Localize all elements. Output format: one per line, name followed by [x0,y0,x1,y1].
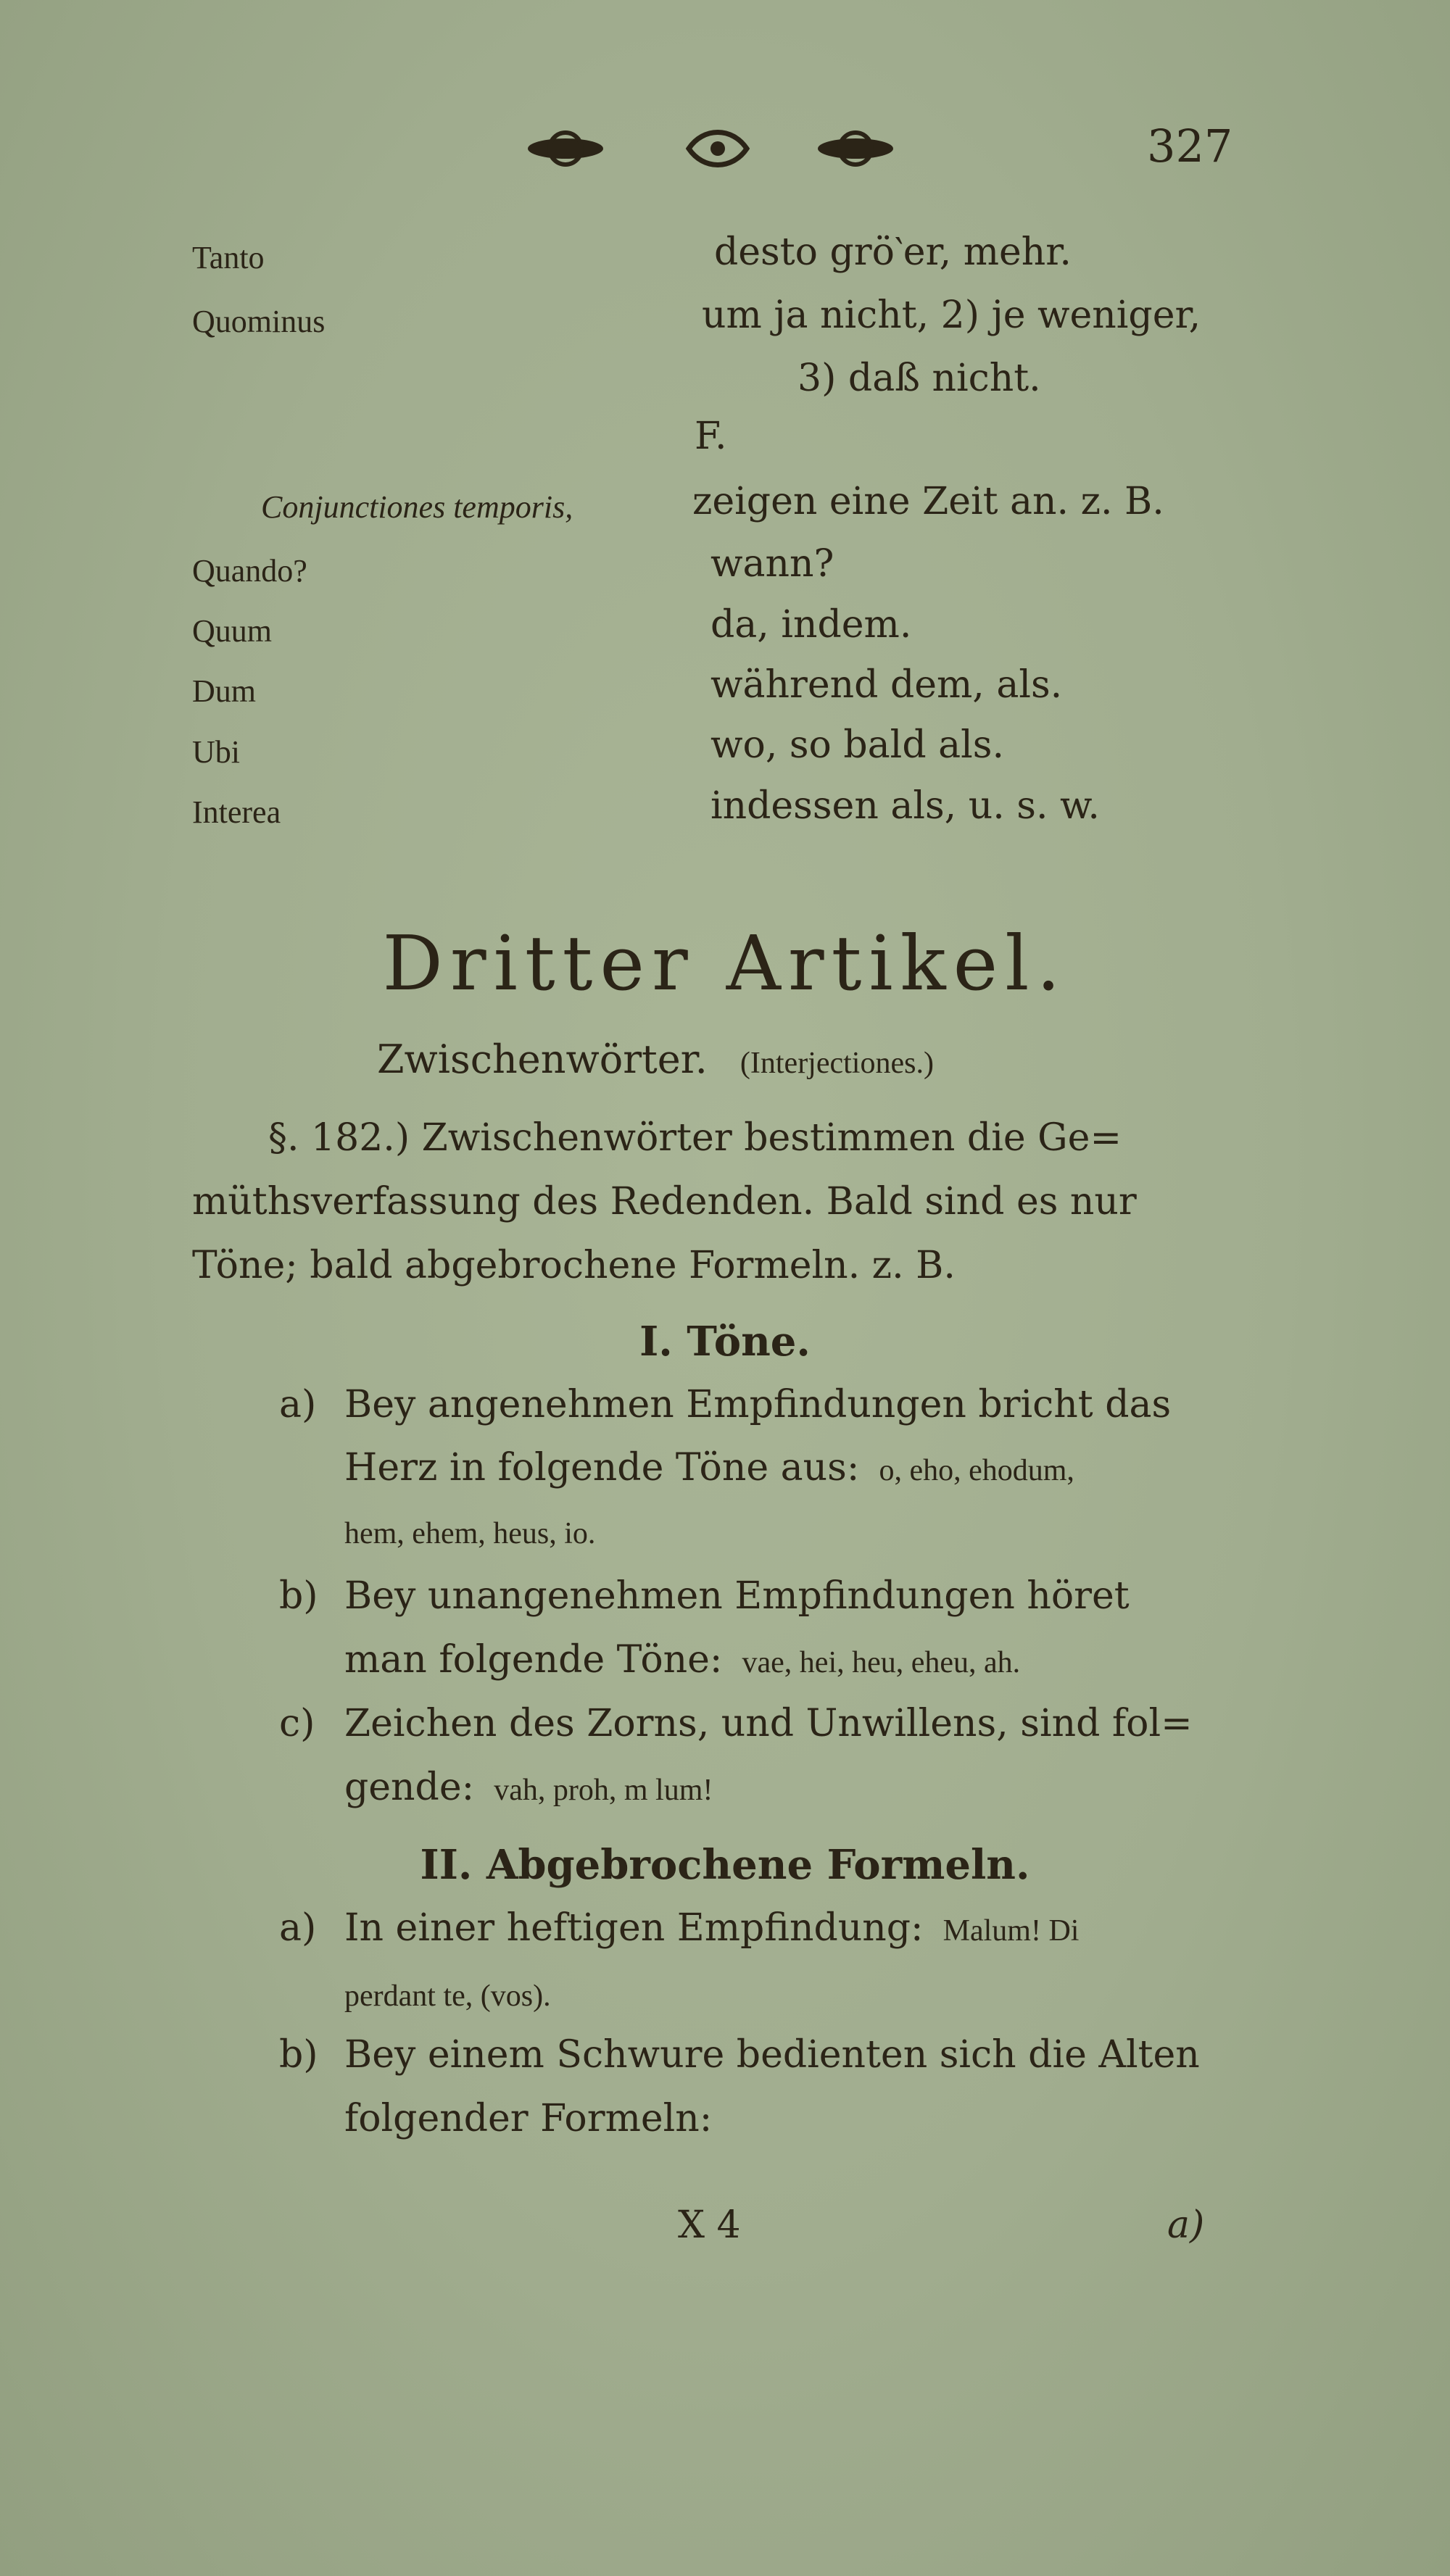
german-translation: da, indem. [710,603,912,647]
item-text-line [344,1446,1074,1489]
latin-text: Malum! Di [942,1914,1080,1948]
latin-word: Quominus [192,304,326,339]
item-text: Bey angenehmen Empfindungen bricht das [344,1383,1172,1426]
temporal-title: Conjunctiones temporis, [261,489,573,525]
article-subtitle [377,1036,934,1082]
latin-text: hem, ehem, heus, io. [344,1517,596,1550]
subtitle-latin: (Interjectiones.) [740,1047,934,1080]
ornament-header-icon [522,116,899,181]
section-letter: F. [695,415,727,458]
temporal-description: zeigen eine Zeit an. z. B. [692,480,1164,523]
item-text: Bey einem Schwure bedienten sich die Alten [344,2033,1200,2077]
section-title: II. Abgebrochene Formeln. [420,1841,1030,1889]
paragraph-line: müthsverfassung des Redenden. Bald sind es nur [192,1180,1137,1223]
german-translation: wann? [710,542,834,586]
signature-mark: X 4 [678,2203,741,2247]
german-text: In einer heftigen Empfindung: [344,1906,924,1950]
article-title: Dritter Artikel. [382,919,1068,1007]
item-text-line [344,1766,713,1809]
paragraph-line: §. 182.) Zwischenwörter bestimmen die Ge= [268,1116,1122,1160]
latin-word: Interea [192,794,281,830]
paragraph-line: Töne; bald abgebrochene Formeln. z. B. [192,1244,956,1287]
item-text-line [344,1906,1079,1950]
page-number: 327 [1147,120,1233,173]
latin-word: Tanto [192,240,265,275]
latin-word: Ubi [192,734,240,770]
item-text: Zeichen des Zorns, und Unwillens, sind fol= [344,1702,1193,1745]
latin-text: perdant te, (vos). [344,1979,551,2013]
item-text: folgender Formeln: [344,2097,713,2140]
item-label: a) [279,1383,317,1426]
latin-word: Quum [192,613,272,649]
german-translation: um ja nicht, 2) je weniger, [702,294,1201,337]
latin-word: Quando? [192,553,307,589]
latin-word: Dum [192,673,256,709]
latin-text: vae, hei, heu, eheu, ah. [742,1646,1021,1679]
section-title: I. Töne. [639,1318,811,1366]
item-label: a) [279,1906,317,1950]
german-text: man folgende Töne: [344,1638,723,1682]
german-text: gende: [344,1766,475,1809]
german-continuation: 3) daß nicht. [798,357,1041,400]
german-text: Herz in folgende Töne aus: [344,1446,860,1489]
latin-text: vah, proh, m lum! [494,1774,713,1807]
catchword: a) [1167,2203,1205,2247]
german-translation: desto grö‵er, mehr. [714,230,1072,274]
german-translation: wo, so bald als. [710,723,1004,767]
item-label: b) [279,1574,318,1618]
item-label: c) [279,1702,315,1745]
item-text: Bey unangenehmen Empfindungen höret [344,1574,1130,1618]
german-translation: indessen als, u. s. w. [710,784,1100,828]
subtitle-german: Zwischenwörter. [377,1036,708,1082]
item-text-line [344,1638,1020,1682]
item-label: b) [279,2033,318,2077]
latin-text: o, eho, ehodum, [879,1454,1074,1487]
german-translation: während dem, als. [710,663,1063,707]
